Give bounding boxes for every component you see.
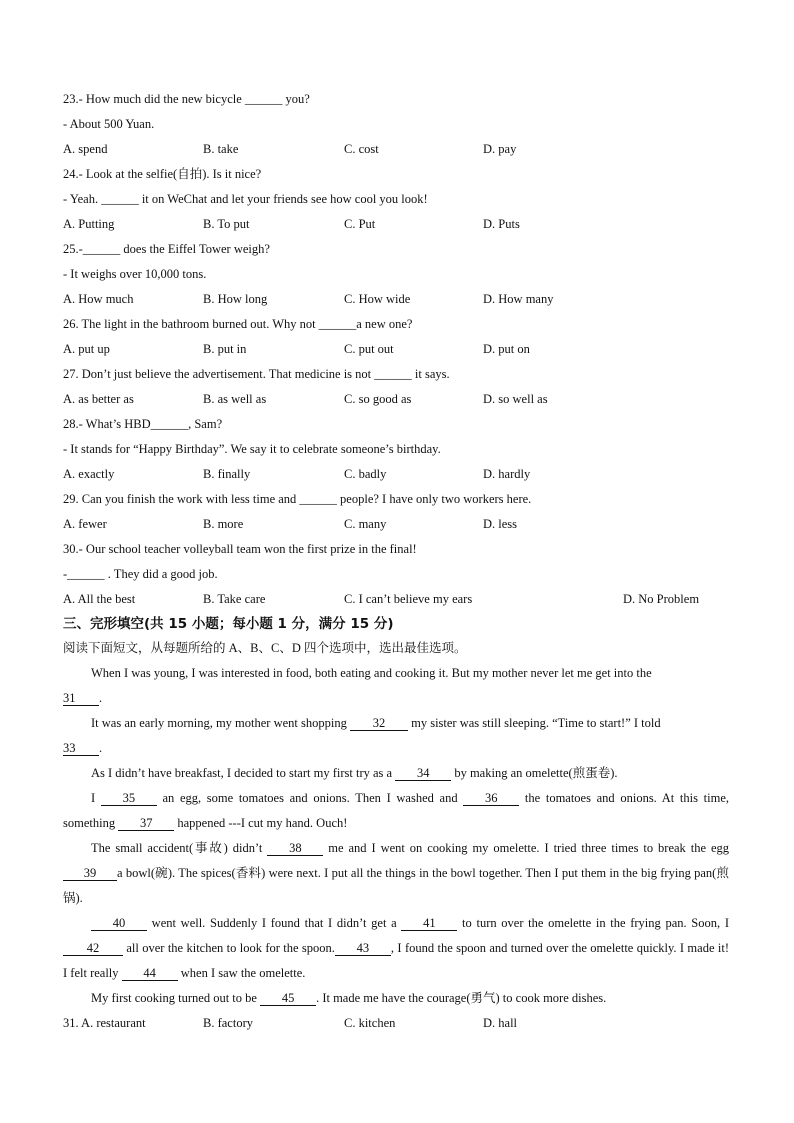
q29-option-a[interactable]: A. fewer [63,517,107,531]
question-27: 27. Don’t just believe the advertisement. That medicine is not ______ it says. [63,367,450,381]
passage-paragraph-5: The small accident(事故) didn’t 38 me and I went on cooking my omelette. I tried three times to break the egg 39 a bowl(碗). The spices(香料) were next. I put all the things in the bowl together. Then I put them in the big frying pan(煎锅). [63,841,729,905]
q24-option-b[interactable]: B. To put [203,217,250,231]
blank-34[interactable]: 34 [395,766,451,781]
blank-45[interactable]: 45 [260,991,316,1006]
q26-option-d[interactable]: D. put on [483,342,530,356]
question-28: 28.- What’s HBD______, Sam? [63,417,223,431]
q27-option-a[interactable]: A. as better as [63,392,134,406]
q27-option-d[interactable]: D. so well as [483,392,548,406]
q28-option-a[interactable]: A. exactly [63,467,115,481]
passage-paragraph-2: It was an early morning, my mother went shopping 32 my sister was still sleeping. “Time to start!” I told 33 . [63,716,661,755]
q29-option-c[interactable]: C. many [344,517,387,531]
q26-option-c[interactable]: C. put out [344,342,394,356]
q24-option-c[interactable]: C. Put [344,217,376,231]
question-24-reply: - Yeah. ______ it on WeChat and let your friends see how cool you look! [63,192,428,206]
q31-option-d[interactable]: D. hall [483,1016,518,1030]
question-30-reply: -______ . They did a good job. [63,567,218,581]
blank-42[interactable]: 42 [63,941,123,956]
blank-44[interactable]: 44 [122,966,178,981]
q31-option-b[interactable]: B. factory [203,1016,253,1030]
q25-option-d[interactable]: D. How many [483,292,554,306]
blank-40[interactable]: 40 [91,916,147,931]
q29-option-d[interactable]: D. less [483,517,518,531]
q31-option-c[interactable]: C. kitchen [344,1016,396,1030]
passage-paragraph-6: 40 went well. Suddenly I found that I didn’t get a 41 to turn over the omelette in the frying pan. Soon, I42 all over the kitchen to look for the spoon. 43 , I found the spoon and turned over the omelette quickly. I made it! I felt really 44 when I saw the omelette. [63,916,729,980]
q23-option-a[interactable]: A. spend [63,142,108,156]
q23-option-b[interactable]: B. take [203,142,239,156]
q25-option-b[interactable]: B. How long [203,292,268,306]
q23-option-c[interactable]: C. cost [344,142,379,156]
q26-option-a[interactable]: A. put up [63,342,110,356]
q31-option-a[interactable]: 31. A. restaurant [63,1016,146,1030]
question-29: 29. Can you finish the work with less time and ______ people? I have only two workers here. [63,492,532,506]
q24-option-d[interactable]: D. Puts [483,217,520,231]
blank-31[interactable]: 31 [63,691,99,706]
question-26: 26. The light in the bathroom burned out. Why not ______a new one? [63,317,413,331]
blank-41[interactable]: 41 [401,916,457,931]
question-25: 25.-______ does the Eiffel Tower weigh? [63,242,270,256]
section-heading: 三、完形填空(共 15 小题；每小题 1 分，满分 15 分) [63,616,394,632]
q30-option-b[interactable]: B. Take care [203,592,266,606]
q27-option-b[interactable]: B. as well as [203,392,267,406]
q25-option-a[interactable]: A. How much [63,292,134,306]
q26-option-b[interactable]: B. put in [203,342,247,356]
q30-option-d[interactable]: D. No Problem [623,592,700,606]
blank-38[interactable]: 38 [267,841,323,856]
passage-paragraph-7: My first cooking turned out to be 45 . It made me have the courage(勇气) to cook more dishes. [91,991,607,1005]
q23-option-d[interactable]: D. pay [483,142,517,156]
question-23: 23.- How much did the new bicycle ______ you? [63,92,310,106]
question-30: 30.- Our school teacher volleyball team won the first prize in the final! [63,542,417,556]
question-24: 24.- Look at the selfie(自拍). Is it nice? [63,167,262,181]
section-instruction: 阅读下面短文，从每题所给的 A、B、C、D 四个选项中，选出最佳选项。 [63,641,467,655]
q30-option-c[interactable]: C. I can’t believe my ears [344,592,473,606]
blank-36[interactable]: 36 [463,791,519,806]
blank-39[interactable]: 39 [63,866,117,881]
q24-option-a[interactable]: A. Putting [63,217,115,231]
passage-paragraph-1: When I was young, I was interested in food, both eating and cooking it. But my mother never let me get into the 31 . [63,666,652,705]
blank-43[interactable]: 43 [335,941,391,956]
q30-option-a[interactable]: A. All the best [63,592,136,606]
question-23-reply: - About 500 Yuan. [63,117,155,131]
q29-option-b[interactable]: B. more [203,517,244,531]
q28-option-c[interactable]: C. badly [344,467,387,481]
q25-option-c[interactable]: C. How wide [344,292,411,306]
question-28-reply: - It stands for “Happy Birthday”. We say it to celebrate someone’s birthday. [63,442,441,456]
q27-option-c[interactable]: C. so good as [344,392,412,406]
passage-paragraph-3: As I didn’t have breakfast, I decided to start my first try as a 34 by making an omelette(煎蛋卷). [91,766,618,780]
q28-option-b[interactable]: B. finally [203,467,251,481]
q28-option-d[interactable]: D. hardly [483,467,531,481]
question-25-reply: - It weighs over 10,000 tons. [63,267,207,281]
blank-35[interactable]: 35 [101,791,157,806]
blank-33[interactable]: 33 [63,741,99,756]
blank-32[interactable]: 32 [350,716,408,731]
passage-paragraph-4: I 35 an egg, some tomatoes and onions. Then I washed and 36 the tomatoes and onions. At this time, something 37 happened ---I cut my hand. Ouch! [63,791,729,830]
blank-37[interactable]: 37 [118,816,174,831]
